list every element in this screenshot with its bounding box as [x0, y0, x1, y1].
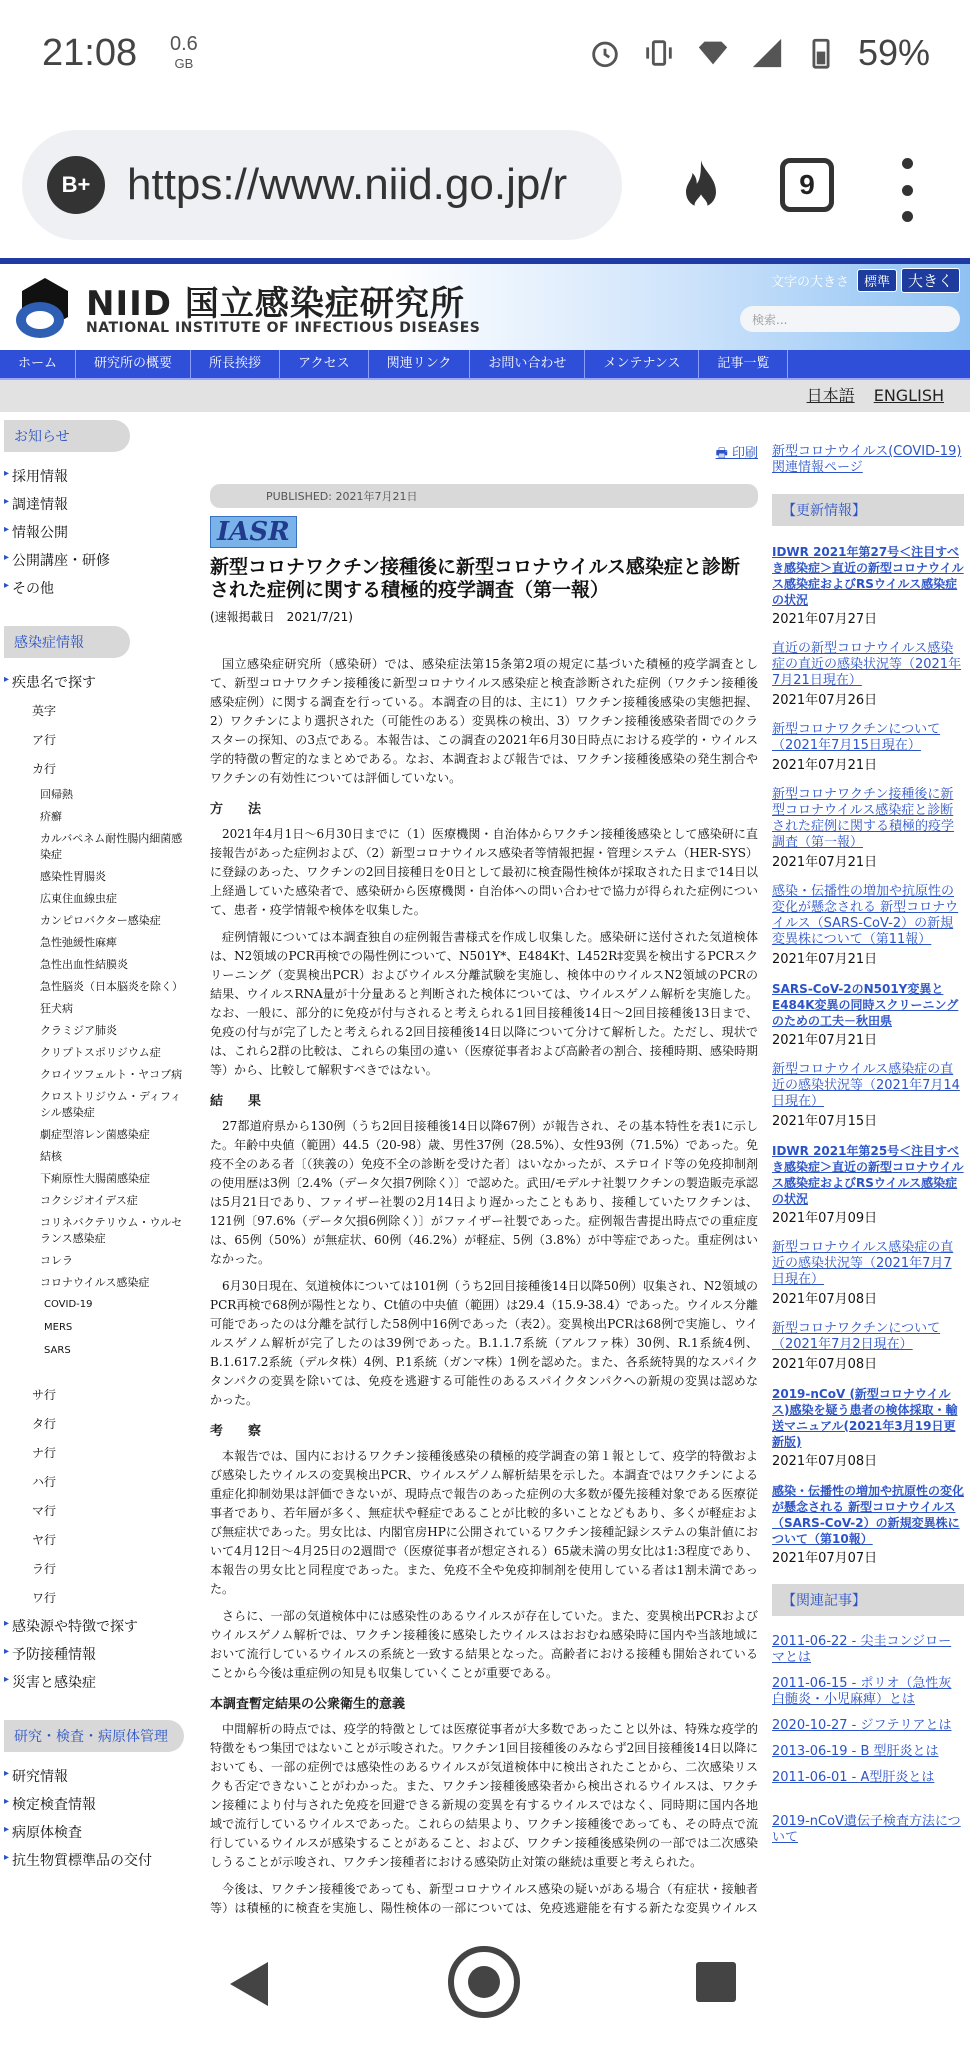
font-large-button[interactable]: 大きく — [901, 268, 960, 293]
article-title: 新型コロナワクチン接種後に新型コロナウイルス感染症と診断された症例に関する積極的疫学調査（第一報） — [210, 556, 740, 601]
update-date: 2021年07月21日 — [772, 758, 878, 773]
update-link[interactable]: IDWR 2021年第25号＜注目すべき感染症＞直近の新型コロナウイルス感染症およびRSウイルス感染症の状況 — [772, 1144, 964, 1206]
disease-item[interactable]: カンピロバクター感染症 — [40, 914, 161, 927]
status-time: 21:08 — [42, 32, 138, 74]
update-entry — [772, 1386, 964, 1469]
update-date: 2021年07月26日 — [772, 693, 878, 708]
fire-icon[interactable] — [675, 158, 727, 218]
related-link[interactable]: 2011-06-22 - 尖圭コンジローマとは — [772, 1634, 952, 1665]
spacer — [4, 1362, 190, 1380]
lang-en-link[interactable]: ENGLISH — [873, 386, 944, 405]
back-icon[interactable] — [230, 1962, 268, 2006]
vibrate-icon — [642, 36, 676, 70]
article — [210, 420, 758, 1937]
update-date: 2021年07月08日 — [772, 1454, 878, 1469]
disease-item[interactable]: 回帰熱 — [40, 788, 73, 801]
disease-item[interactable]: 下痢原性大腸菌感染症 — [40, 1172, 150, 1185]
font-standard-button[interactable]: 標準 — [857, 269, 897, 292]
url-text[interactable]: https://www.niid.go.jp/r — [127, 160, 568, 209]
paragraph-result-1: 27都道府県から130例（うち2回目接種後14日以降67例）が報告され、その基本特性を表1に示した。年齢中央値（範囲）44.5（20-98）歳、男性37例（28.5%）、女性93例（71.5%）であった。免疫不全のある者〔（狭義の）免疫不全の診断を受けた者〕はいなかったが、ステロイド等の免疫抑制剤の使用歴は3例〔2.4%（データ欠損7例除く）〕で認めた。武田/モデルナ社製ワクチンの製造販売承認は5月21日であり、ファイザー社製の2月14日より遅かったこともあり、接種していたワクチンは、121例〔97.6%（データ欠損6例除く）〕がファイザー社製であった。症例報告書提出時点での重症度は、65例（50%）が無症状、60例（46.2%）が軽症、5例（3.8%）が中等症であった。重症例はいなかった。 — [210, 1119, 758, 1266]
sidebar-item[interactable]: ▸ 公開講座・研修 — [4, 546, 190, 574]
paragraph-public-health-1: 中間解析の時点では、疫学的特徴としては医療従事者が大多数であったこと以外は、特殊な疫学的特徴をもつ集団ではないことが示唆された。ワクチン1回目接種後のみならず2回目接種後14日以降においても、一部の症例では感染性のあるウイルスが気道検体中に検出されたことから、二次感染リスクも否定できないことがわかった。また、ワクチン接種後感染者から検出されるウイルスは、ワクチン接種により付与された免疫を回避できる新規の変異を有するウイルスではなく、同時期に国内各地域で流行しているウイルスであった。これらの結果より、ワクチン接種後であっても、その時点で流行しているウイルスが感染することがあること、および、ワクチン接種後感染例の一部では二次感染しうることが示唆され、ワクチン接種者における感染防止対策の継続は重要と考えられた。 — [210, 1722, 758, 1869]
site-header — [0, 258, 970, 350]
print-link[interactable]: 🖶 印刷 — [715, 446, 758, 461]
battery-icon — [804, 36, 838, 70]
heading-public-health: 本調査暫定結果の公衆衛生的意義 — [210, 1697, 406, 1712]
update-date: 2021年07月09日 — [772, 1211, 878, 1226]
update-date: 2021年07月21日 — [772, 1033, 878, 1048]
nav-item[interactable]: 所長挨拶 — [191, 349, 280, 379]
status-icons — [588, 32, 930, 74]
disease-item[interactable]: 結核 — [40, 1150, 62, 1163]
update-link[interactable]: 新型コロナワクチンについて（2021年7月2日現在） — [772, 1321, 941, 1352]
updates-list — [772, 544, 964, 1566]
nav-item[interactable]: 研究所の概要 — [76, 349, 191, 379]
tab-count-button[interactable]: 9 — [780, 158, 834, 212]
related-link[interactable]: 2011-06-15 - ポリオ（急性灰白髄炎・小児麻痺）とは — [772, 1676, 952, 1707]
heading-method: 方 法 — [210, 802, 268, 817]
more-menu-icon[interactable] — [900, 158, 914, 222]
sidebar-item[interactable]: ▸ 情報公開 — [4, 518, 190, 546]
update-entry — [772, 1483, 964, 1566]
sidebar-item[interactable]: ▸ 研究情報 — [4, 1762, 190, 1790]
notice-list — [4, 462, 190, 602]
related-link[interactable]: 2013-06-19 - B 型肝炎とは — [772, 1744, 939, 1759]
update-link[interactable]: 新型コロナウイルス感染症の直近の感染状況等（2021年7月7日現在） — [772, 1240, 954, 1287]
update-entry — [772, 1143, 964, 1226]
published-date: PUBLISHED: 2021年7月21日 — [210, 484, 758, 508]
update-entry — [772, 1321, 964, 1372]
related-link[interactable]: 2020-10-27 - ジフテリアとは — [772, 1718, 952, 1733]
update-date: 2021年07月08日 — [772, 1292, 878, 1307]
disease-item[interactable]: 劇症型溶レン菌感染症 — [40, 1128, 150, 1141]
logo-subtitle: NATIONAL INSTITUTE OF INFECTIOUS DISEASES — [86, 320, 481, 336]
kana-item[interactable]: ヤ行 — [32, 1533, 57, 1547]
disease-item[interactable]: クリプトスポリジウム症 — [40, 1046, 161, 1059]
nav-item[interactable]: ホーム — [0, 349, 76, 379]
kana-item[interactable]: ワ行 — [32, 1591, 57, 1605]
update-link[interactable]: 新型コロナワクチンについて（2021年7月15日現在） — [772, 722, 941, 753]
nav-item[interactable]: お問い合わせ — [470, 349, 585, 379]
sidebar-item[interactable]: ▸ 調達情報 — [4, 490, 190, 518]
disease-item[interactable]: カルバペネム耐性腸内細菌感染症 — [40, 832, 183, 861]
update-entry — [772, 544, 964, 627]
disease-list — [4, 668, 190, 1696]
corona-subitem[interactable]: COVID-19 — [44, 1299, 93, 1310]
notice-heading: お知らせ — [4, 420, 130, 452]
kana-item[interactable]: カ行 — [32, 762, 57, 776]
font-size-control — [771, 268, 960, 293]
disease-item[interactable]: 感染性胃腸炎 — [40, 870, 106, 883]
data-usage — [170, 34, 198, 74]
iasr-badge: IASR — [210, 516, 297, 548]
paragraph-discussion-2: さらに、一部の気道検体中には感染性のあるウイルスが存在していた。また、変異検出PCRおよびウイルスゲノム解析では、ワクチン接種後に感染したウイルスはおおむね感染時に国内や当該地域において流行しているウイルスの系統と一致する結果となった。高齢者における接種も開始されていることから今後は重症例の知見も収集していくことが重要である。 — [210, 1609, 758, 1680]
nav-item[interactable]: 記事一覧 — [699, 349, 788, 379]
heading-result: 結 果 — [210, 1094, 268, 1109]
updates-heading: 【更新情報】 — [772, 494, 964, 526]
research-list — [4, 1762, 190, 1874]
kana-item[interactable]: ナ行 — [32, 1446, 57, 1460]
disease-item[interactable]: コレラ — [40, 1254, 73, 1267]
disease-item[interactable]: クロストリジウム・ディフィシル感染症 — [40, 1090, 182, 1119]
update-link[interactable]: 直近の新型コロナウイルス感染症の直近の感染状況等（2021年7月21日現在） — [772, 641, 962, 688]
related-list — [772, 1634, 964, 1786]
kana-item[interactable]: タ行 — [32, 1417, 57, 1431]
update-date: 2021年07月27日 — [772, 612, 878, 627]
paragraph-intro: 国立感染症研究所（感染研）では、感染症法第15条第2項の規定に基づいた積極的疫学調査として、新型コロナワクチン接種後に新型コロナウイルス感染症と検査診断された症例（ワクチン接種後感染症例）に関する調査を行っている。本調査の目的は、主に1）ワクチン接種後感染の実態把握、2）ワクチンにより選択された（可能性のある）変異株の検出、3）ワクチン接種後感染者間でのクラスターの探知、の3点である。本報告は、この調査の2021年6月30日時点における疫学的・ウイルス学的特徴の暫定的なまとめである。なお、本調査および報告では、ワクチン接種後感染の発生割合やワクチンの有効性については評価していない。 — [210, 657, 758, 785]
wifi-icon — [696, 36, 730, 70]
update-entry — [772, 722, 964, 773]
lang-ja-link[interactable]: 日本語 — [806, 386, 855, 405]
sidebar-item[interactable]: ▸ 検定検査情報 — [4, 1790, 190, 1818]
disease-item[interactable]: コロナウイルス感染症 — [40, 1276, 150, 1289]
recents-icon[interactable] — [696, 1962, 736, 2002]
update-entry — [772, 787, 964, 870]
sidebar-item[interactable]: ▸ 予防接種情報 — [4, 1640, 190, 1668]
update-entry — [772, 641, 964, 708]
sidebar-item-search-by-name[interactable]: ▸ 疾患名で探す — [4, 668, 190, 696]
research-heading: 研究・検査・病原体管理 — [4, 1720, 184, 1752]
left-sidebar — [4, 420, 190, 1898]
update-date: 2021年07月21日 — [772, 952, 878, 967]
paragraph-method-2: 症例情報については本調査独自の症例報告書様式を作成し収集した。感染研に送付された気道検体は、N2領域のPCR再検での陽性例について、N501Y*、E484K†、L452R‡変異を検出するPCRスクリーニング（変異検出PCR）およびウイルス分離試験を実施し、検体中のウイルスN2領域のPCRの結果、ウイルスRNA量が十分量あると判断された検体については、ウイルスゲノム解析を実施した。なお、一般に、部分的に免疫が付与されると考えられる1回目接種後14日〜2回目接種後13日まで、免疫の付与が完了したと考えられる2回目接種後14日以降について分けて解析した。ただし、現状では、これら2群の比較は、これらの集団の違い（医療従事者および高齢者の割合、接種時期、感染時期等）から、比較して解釈すべきではない。 — [210, 930, 758, 1077]
disease-item[interactable]: クロイツフェルト・ヤコブ病 — [40, 1068, 183, 1081]
niid-logo-icon[interactable] — [14, 276, 76, 340]
disease-item[interactable]: クラミジア肺炎 — [40, 1024, 117, 1037]
kana-item[interactable]: ア行 — [32, 733, 57, 747]
language-bar — [0, 380, 970, 412]
update-link[interactable]: 2019-nCoV (新型コロナウイルス)感染を疑う患者の検体採取・輸送マニュアル(2021年3月19日更新版) — [772, 1387, 958, 1449]
update-link[interactable]: 新型コロナウイルス感染症の直近の感染状況等（2021年7月14日現在） — [772, 1062, 960, 1109]
update-date: 2021年07月21日 — [772, 855, 878, 870]
sidebar-item[interactable]: ▸ 抗生物質標準品の交付 — [4, 1846, 190, 1874]
address-bar[interactable] — [22, 130, 622, 240]
update-link[interactable]: 感染・伝播性の増加や抗原性の変化が懸念される 新型コロナウイルス（SARS-CoV-2）の新規変異株について（第10報） — [772, 1484, 965, 1546]
paragraph-public-health-2: 今後は、ワクチン接種後であっても、新型コロナウイルス感染の疑いがある場合（有症状・接触者等）は積極的に検査を実施し、陽性検体の一部については、免疫逃避能を有する新たな変異ウイルス — [210, 1882, 758, 1915]
kana-item[interactable]: ラ行 — [32, 1562, 57, 1576]
browser-toolbar — [0, 120, 970, 260]
update-entry — [772, 1240, 964, 1307]
nav-item[interactable]: アクセス — [280, 349, 369, 379]
site-search-input[interactable]: 検索... — [740, 306, 960, 332]
logo-title[interactable]: NIID 国立感染症研究所 — [86, 284, 465, 324]
battery-percent: 59% — [857, 32, 930, 73]
disease-item[interactable]: 急性脳炎（日本脳炎を除く） — [40, 980, 183, 993]
paragraph-method-1: 2021年4月1日〜6月30日までに（1）医療機関・自治体からワクチン接種後感染として感染研に直接報告があった症例および、（2）新型コロナウイルス感染者等情報把握・管理システム（HER-SYS）に登録のあった、ワクチンの2回目接種日を0日として最初に検査陽性検体が採取された日まで14日以上経過していた感染者で、感染研から医療機関・自治体への問い合わせで協力が得られた症例について、患者・疫学情報や検体を収集した。 — [210, 827, 758, 917]
kana-item[interactable]: サ行 — [32, 1388, 57, 1402]
update-date: 2021年07月08日 — [772, 1357, 878, 1372]
related-link[interactable]: 2011-06-01 - A型肝炎とは — [772, 1770, 935, 1785]
paragraph-discussion-1: 本報告では、国内におけるワクチン接種後感染の積極的疫学調査の第１報として、疫学的特徴および感染したウイルスの変異検出PCR、ウイルスゲノム解析結果を示した。本調査ではワクチンによる重症化抑制効果は評価できないが、現時点で報告のあった症例の大多数が優先接種対象である医療従事者であり、若年層が多く、無症状や軽症であることが比較的多いことなどもあり、多くが軽症および無症状であった。男女比は、内閣官房HPに公開されているワクチン接種記録システムの集計値において4月12日〜4月25日の2週間で（医療従事者が想定される）65歳未満の男女比は1:3程度であり、本報告の男女比と同程度であった。また、免疫不全や免疫抑制剤を使用している者は1割未満であった。 — [210, 1449, 758, 1596]
paragraph-result-2: 6月30日現在、気道検体については101例（うち2回目接種後14日以降50例）収集され、N2領域のPCR再検で68例が陽性となり、Ct値の中央値（範囲）は29.4（15.9-38.4）であった。ウイルス分離可能であったのは分離を試行した58例中16例であった（表2）。変異検出PCRは68例で実施し、ウイルスゲノム解析が完了したのは39例であった。B.1.1.7系統（アルファ株）30例、R.1系統4例、B.1.617.2系統（デルタ株）4例、P.1系統（ガンマ株）1例を認めた。また、各系統特異的なスパイクタンパクの変異を除いては、免疫を逃避する可能性のあるスパイクタンパクへの新規の変異は認めなかった。 — [210, 1279, 758, 1407]
update-link[interactable]: IDWR 2021年第27号＜注目すべき感染症＞直近の新型コロナウイルス感染症およびRSウイルス感染症の状況 — [772, 545, 964, 607]
update-link[interactable]: 感染・伝播性の増加や抗原性の変化が懸念される 新型コロナウイルス（SARS-CoV-2）の新規変異株について（第11報） — [772, 884, 959, 947]
sidebar-item[interactable]: ▸ 病原体検査 — [4, 1818, 190, 1846]
corona-subitem[interactable]: MERS — [44, 1322, 73, 1333]
status-bar — [0, 0, 970, 110]
system-nav-bar — [0, 1916, 970, 2048]
disease-item[interactable]: 疥癬 — [40, 810, 62, 823]
signal-icon — [750, 36, 784, 70]
article-date: (速報掲載日 2021/7/21) — [210, 610, 353, 624]
gene-test-link[interactable]: 2019-nCoV遺伝子検査方法について — [772, 1814, 961, 1845]
sidebar-item[interactable]: ▸ 採用情報 — [4, 462, 190, 490]
update-entry — [772, 884, 964, 967]
home-icon[interactable] — [448, 1946, 520, 2018]
kana-item[interactable]: 英字 — [32, 704, 57, 718]
font-size-label: 文字の大きさ — [770, 275, 849, 290]
disease-item[interactable]: 広東住血線虫症 — [40, 892, 117, 905]
corona-subitem[interactable]: SARS — [44, 1345, 71, 1356]
update-date: 2021年07月15日 — [772, 1114, 878, 1129]
kana-item[interactable]: マ行 — [32, 1504, 57, 1518]
update-entry — [772, 1062, 964, 1129]
update-link[interactable]: SARS-CoV-2のN501Y変異とE484K変異の同時スクリーニングのための工夫－秋田県 — [772, 982, 959, 1028]
update-entry — [772, 981, 964, 1048]
right-sidebar — [772, 420, 964, 1846]
disease-item[interactable]: 急性出血性結膜炎 — [40, 958, 128, 971]
covid-info-link[interactable]: 新型コロナウイルス(COVID-19)関連情報ページ — [772, 444, 962, 475]
webpage — [0, 258, 970, 1916]
alarm-icon — [588, 36, 622, 70]
disease-info-heading: 感染症情報 — [4, 626, 130, 658]
disease-item[interactable]: コクシジオイデス症 — [40, 1194, 138, 1207]
nav-item[interactable]: メンテナンス — [585, 349, 699, 379]
extension-icon[interactable]: B+ — [47, 156, 105, 214]
update-link[interactable]: 新型コロナワクチン接種後に新型コロナウイルス感染症と診断された症例に関する積極的疫学調査（第一報） — [772, 787, 955, 850]
data-unit: GB — [174, 56, 194, 71]
nav-item[interactable]: 関連リンク — [369, 349, 471, 379]
sidebar-item[interactable]: ▸ 感染源や特徴で探す — [4, 1612, 190, 1640]
kana-item[interactable]: ハ行 — [32, 1475, 57, 1489]
main-nav — [0, 350, 970, 380]
disease-item[interactable]: 狂犬病 — [40, 1002, 73, 1015]
data-amount: 0.6 — [170, 33, 198, 55]
update-date: 2021年07月07日 — [772, 1551, 878, 1566]
heading-discussion: 考 察 — [210, 1424, 268, 1439]
sidebar-item[interactable]: ▸ その他 — [4, 574, 190, 602]
disease-item[interactable]: 急性弛緩性麻痺 — [40, 936, 117, 949]
disease-item[interactable]: コリネバクテリウム・ウルセランス感染症 — [40, 1216, 183, 1245]
related-heading: 【関連記事】 — [772, 1584, 964, 1616]
sidebar-item[interactable]: ▸ 災害と感染症 — [4, 1668, 190, 1696]
